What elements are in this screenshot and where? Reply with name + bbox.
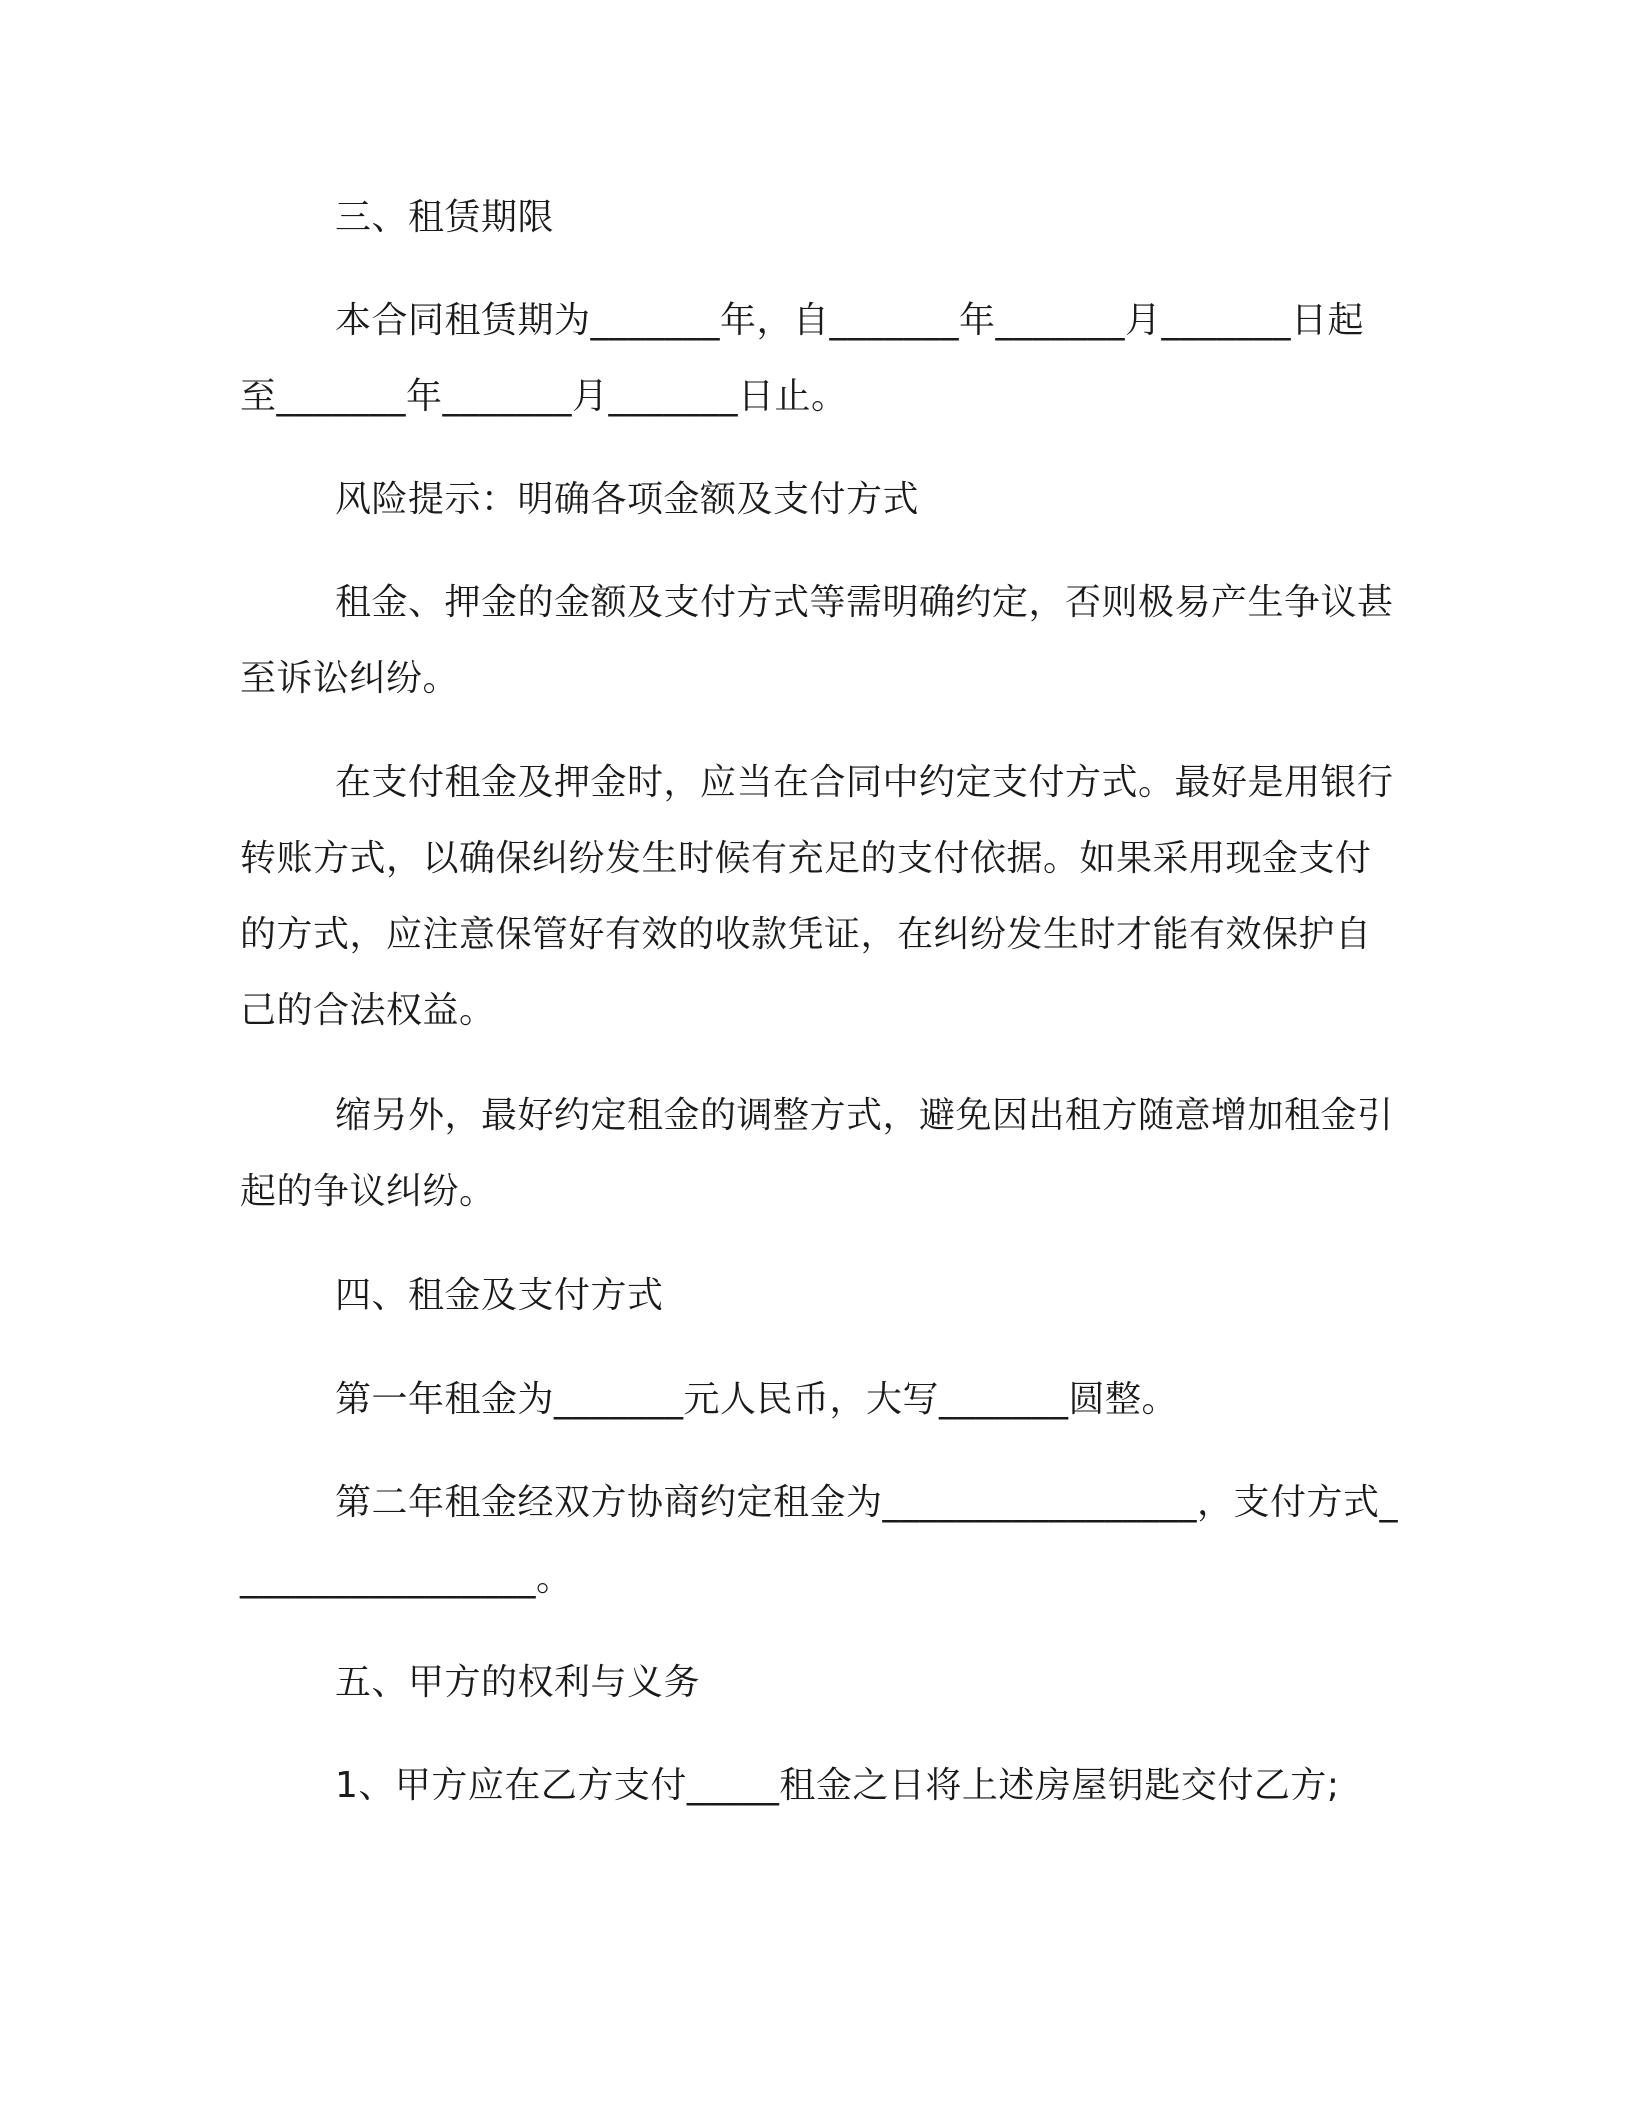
risk-paragraph-1: 租金、押金的金额及支付方式等需明确约定，否则极易产生争议甚至诉讼纠纷。	[240, 582, 1394, 699]
section-3-heading: 三、租赁期限	[335, 197, 555, 238]
risk-tip-title: 风险提示：明确各项金额及支付方式	[335, 479, 920, 520]
section-5-heading: 五、甲方的权利与义务	[335, 1662, 701, 1703]
lease-term-paragraph: 本合同租赁期为_______年，自_______年_______月_______日起至_______年_______月_______日止。	[240, 300, 1365, 417]
section-4-heading: 四、租金及支付方式	[335, 1275, 664, 1316]
first-year-rent: 第一年租金为_______元人民币，大写_______圆整。	[335, 1379, 1179, 1420]
second-year-rent: 第二年租金经双方协商约定租金为_________________，支付方式_________________。	[240, 1482, 1399, 1599]
section-5-item-1: 1、甲方应在乙方支付_____租金之日将上述房屋钥匙交付乙方;	[335, 1765, 1340, 1806]
risk-paragraph-2: 在支付租金及押金时，应当在合同中约定支付方式。最好是用银行转账方式，以确保纠纷发生时候有充足的支付依据。如果采用现金支付的方式，应注意保管好有效的收款凭证，在纠纷发生时才能有效保护自己的合法权益。	[240, 762, 1394, 1031]
risk-paragraph-3: 缩另外，最好约定租金的调整方式，避免因出租方随意增加租金引起的争议纠纷。	[240, 1095, 1394, 1212]
